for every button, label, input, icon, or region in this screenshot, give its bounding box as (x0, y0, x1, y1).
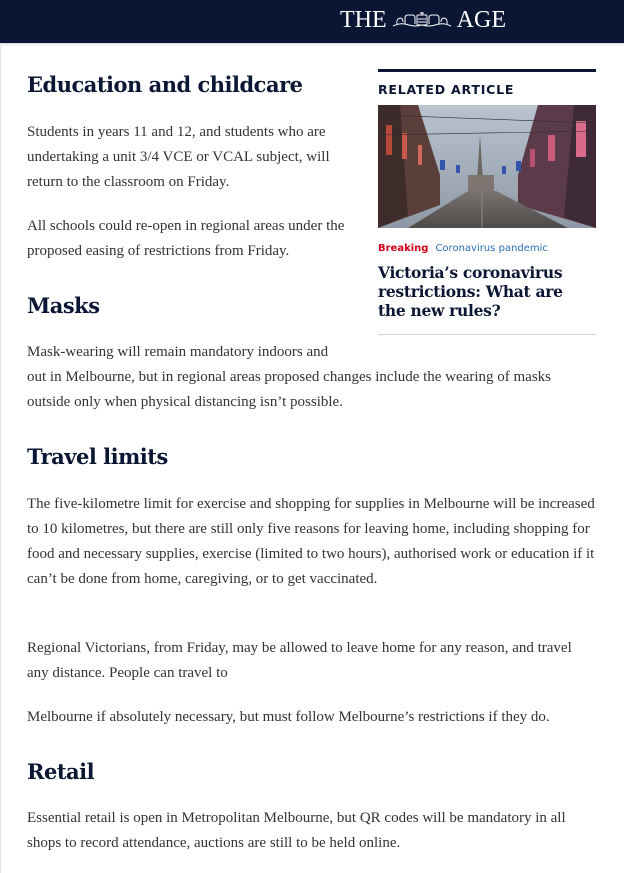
masthead (0, 0, 624, 43)
page-left-border (0, 46, 1, 873)
paragraph: Regional Victorians, from Friday, may be allowed to leave home for any reason, and travel any distance. People can travel to (27, 640, 572, 681)
site-logo[interactable] (340, 6, 506, 34)
logo-text-age: AGE (456, 6, 506, 33)
related-article-image[interactable] (378, 105, 596, 228)
logo-text-the: THE (340, 6, 387, 33)
breaking-tag[interactable]: Breaking (378, 243, 429, 254)
related-article-kicker: RELATED ARTICLE (378, 82, 515, 97)
coat-of-arms-icon (391, 10, 453, 30)
paragraph: Essential retail is open in Metropolitan Melbourne, but QR codes will be mandatory in all shops to record attendance, auctions are still to be held online. (27, 810, 566, 851)
paragraph: Students in years 11 and 12, and students who are undertaking a unit 3/4 VCE or VCAL subject, will return to the classroom on Friday. (27, 124, 330, 190)
empty-city-street-photo (378, 105, 596, 228)
section-heading-retail: Retail (27, 759, 95, 784)
section-heading-travel-limits: Travel limits (27, 444, 168, 469)
paragraph: Mask-wearing will remain mandatory indoors and (27, 344, 329, 360)
paragraph: out in Melbourne, but in regional areas proposed changes include the wearing of masks outside only when physical distancing isn’t possible. (27, 369, 552, 410)
section-heading-masks: Masks (27, 293, 100, 318)
related-article-tags (378, 243, 548, 254)
related-article-headline[interactable]: Victoria’s coronavirus restrictions: What are the new rules? (378, 263, 563, 320)
topic-tag[interactable]: Coronavirus pandemic (435, 243, 548, 254)
paragraph: All schools could re-open in regional areas under the proposed easing of restrictions from Friday. (27, 218, 345, 259)
paragraph: The five-kilometre limit for exercise and shopping for supplies in Melbourne will be increased to 10 kilometres, but there are still only five reasons for leaving home, including shopping for food and necessary supplies, exercise (limited to two hours), authorised work or education if it can’t be done from home, caregiving, or to get vaccinated. (27, 496, 595, 587)
paragraph: Melbourne if absolutely necessary, but must follow Melbourne’s restrictions if they do. (27, 709, 550, 725)
masthead-shadow (0, 43, 624, 46)
related-article-card[interactable] (378, 69, 596, 335)
section-heading-education: Education and childcare (27, 72, 303, 97)
